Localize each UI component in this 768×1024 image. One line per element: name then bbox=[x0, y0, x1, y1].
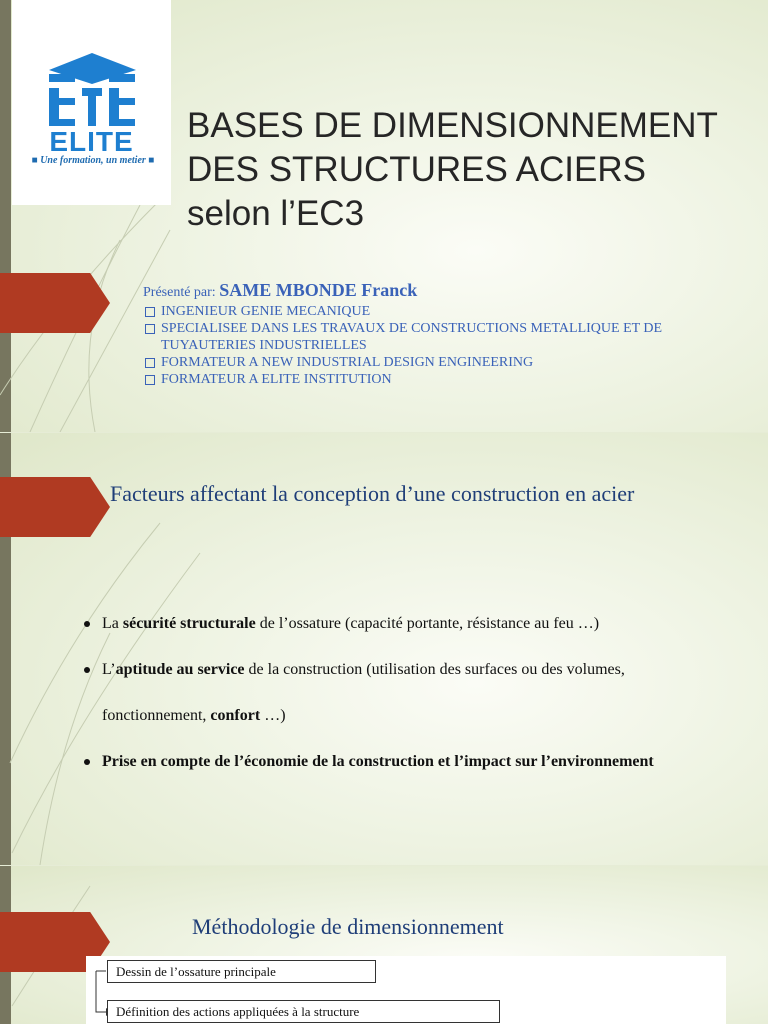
flow-step: Définition des actions appliquées à la structure bbox=[107, 1000, 500, 1023]
logo bbox=[12, 0, 171, 205]
title-line: BASES DE DIMENSIONNEMENT bbox=[187, 106, 718, 145]
flow-step: Dessin de l’ossature principale bbox=[107, 960, 376, 983]
text-run: …) bbox=[260, 707, 286, 724]
presenter-label: Présenté par: bbox=[143, 285, 216, 300]
slide-factors bbox=[0, 433, 768, 865]
slide-title bbox=[0, 0, 768, 432]
accent-chevron bbox=[0, 273, 110, 333]
text-run-bold: Prise en compte de l’économie de la construction et l’impact sur l’environnement bbox=[102, 753, 654, 770]
left-band bbox=[0, 0, 11, 432]
accent-chevron bbox=[0, 477, 110, 537]
factor-item-continuation bbox=[78, 693, 750, 739]
factor-item bbox=[78, 601, 750, 647]
slide-heading: Facteurs affectant la conception d’une construction en acier bbox=[110, 481, 635, 506]
text-run: de la construction (utilisation des surfaces ou des volumes, bbox=[244, 661, 625, 678]
text-run: L’ bbox=[102, 661, 116, 678]
factor-item bbox=[78, 739, 750, 785]
factor-list bbox=[78, 601, 750, 785]
credential-item: SPECIALISEE DANS LES TRAVAUX DE CONSTRUCTIONS METALLIQUE ET DE TUYAUTERIES INDUSTRIELLES bbox=[143, 320, 743, 354]
text-run-bold: sécurité structurale bbox=[122, 615, 256, 632]
presenter-name: SAME MBONDE Franck bbox=[219, 280, 418, 300]
text-run: fonctionnement, bbox=[102, 707, 211, 724]
presentation-title bbox=[187, 104, 757, 236]
text-run-bold: aptitude au service bbox=[115, 661, 245, 678]
credential-item: FORMATEUR A NEW INDUSTRIAL DESIGN ENGINEERING bbox=[143, 354, 743, 371]
slide-methodology bbox=[0, 866, 768, 1024]
slide-heading: Méthodologie de dimensionnement bbox=[192, 914, 504, 939]
text-run: La bbox=[102, 615, 123, 632]
title-line: selon l’EC3 bbox=[187, 194, 365, 233]
logo-building-icon bbox=[12, 0, 171, 130]
title-line: DES STRUCTURES ACIERS bbox=[187, 150, 646, 189]
credential-item: INGENIEUR GENIE MECANIQUE bbox=[143, 303, 743, 320]
presenter-block bbox=[143, 282, 743, 388]
credential-item: FORMATEUR A ELITE INSTITUTION bbox=[143, 371, 743, 388]
logo-tagline: ■ Une formation, un metier ■ bbox=[31, 155, 155, 166]
text-run: de l’ossature (capacité portante, résistance au feu …) bbox=[255, 615, 600, 632]
logo-name: ELITE bbox=[49, 126, 134, 157]
text-run-bold: confort bbox=[210, 707, 261, 724]
presenter-credentials bbox=[143, 303, 743, 388]
factor-item bbox=[78, 647, 750, 693]
